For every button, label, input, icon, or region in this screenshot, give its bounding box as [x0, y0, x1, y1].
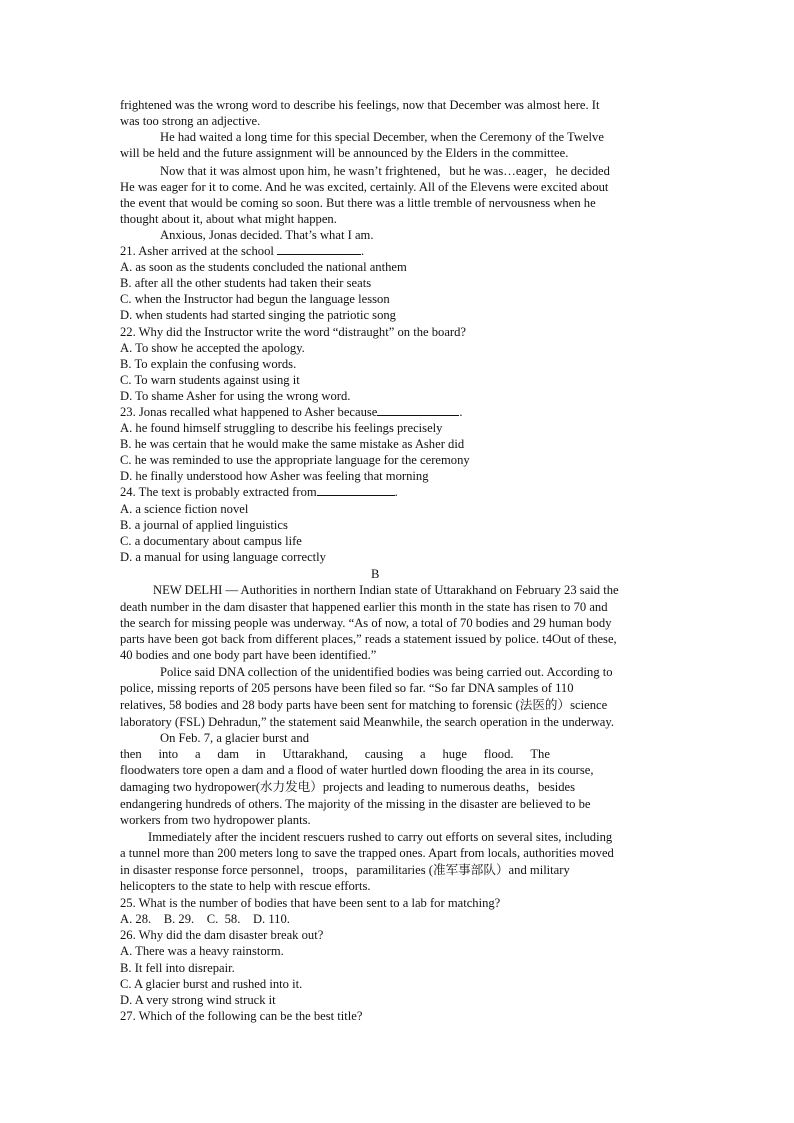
option-24-a: A. a science fiction novel — [120, 502, 249, 516]
options-25: A. 28. B. 29. C. 58. D. 110. — [120, 912, 290, 926]
option-22-a: A. To show he accepted the apology. — [120, 341, 305, 355]
passage-a-line: frightened was the wrong word to describe his feelings, now that December was almost here. It — [120, 98, 600, 112]
passage-b-line: endangering hundreds of others. The majority of the missing in the disaster are believed to be — [120, 797, 591, 811]
word: The — [530, 747, 550, 761]
option-22-d: D. To shame Asher for using the wrong word. — [120, 389, 351, 403]
question-22: 22. Why did the Instructor write the word “distraught” on the board? — [120, 325, 467, 339]
answer-blank — [277, 243, 361, 255]
option-22-c: C. To warn students against using it — [120, 373, 300, 387]
question-25: 25. What is the number of bodies that have been sent to a lab for matching? — [120, 896, 501, 910]
option-23-b: B. he was certain that he would make the same mistake as Asher did — [120, 437, 465, 451]
question-21: 21. Asher arrived at the school . — [120, 244, 365, 258]
option-24-c: C. a documentary about campus life — [120, 534, 302, 548]
passage-b-line: in disaster response force personnel，troops，paramilitaries (准军事部队）and military — [120, 863, 570, 877]
word: a — [194, 747, 201, 761]
word: then — [120, 747, 142, 761]
passage-a-line: Now that it was almost upon him, he wasn’t frightened，but he was…eager，he decided — [160, 164, 610, 178]
passage-b-line: NEW DELHI — Authorities in northern Indian state of Uttarakhand on February 23 said the — [153, 583, 619, 597]
option-21-a: A. as soon as the students concluded the national anthem — [120, 260, 407, 274]
word: a — [420, 747, 426, 761]
passage-a-line: was too strong an adjective. — [120, 114, 261, 128]
passage-a-line: will be held and the future assignment will be announced by the Elders in the committee. — [120, 146, 569, 160]
option-26-b: B. It fell into disrepair. — [120, 961, 235, 975]
passage-b-line: floodwaters tore open a dam and a flood of water hurtled down flooding the area in its course, — [120, 763, 594, 777]
option-21-d: D. when students had started singing the patriotic song — [120, 308, 396, 322]
option-21-b: B. after all the other students had taken their seats — [120, 276, 372, 290]
option-24-d: D. a manual for using language correctly — [120, 550, 326, 564]
passage-b-line: the search for missing people was underway. “As of now, a total of 70 bodies and 29 human body — [120, 616, 612, 630]
passage-a-line: He had waited a long time for this special December, when the Ceremony of the Twelve — [160, 130, 604, 144]
section-b-heading: B — [371, 567, 380, 581]
passage-b-line: laboratory (FSL) Dehradun,” the statement said Meanwhile, the search operation in the underway. — [120, 715, 615, 729]
option-23-d: D. he finally understood how Asher was feeling that morning — [120, 469, 429, 483]
option-26-c: C. A glacier burst and rushed into it. — [120, 977, 303, 991]
passage-b-line: damaging two hydropower(水力发电）projects and leading to numerous deaths，besides — [120, 780, 576, 794]
word: dam — [217, 747, 240, 761]
option-21-c: C. when the Instructor had begun the language lesson — [120, 292, 390, 306]
word: flood. — [483, 747, 514, 761]
passage-b-line: relatives, 58 bodies and 28 body parts have been sent for matching to forensic (法医的）science — [120, 698, 608, 712]
passage-a-line: He was eager for it to come. And he was excited, certainly. All of the Elevens were excited about — [120, 180, 609, 194]
passage-a-line: thought about it, about what might happen. — [120, 212, 337, 226]
passage-a-line: the event that would be coming so soon. But there was a little tremble of nervousness when he — [120, 196, 596, 210]
option-23-c: C. he was reminded to use the appropriate language for the ceremony — [120, 453, 470, 467]
passage-b-line: On Feb. 7, a glacier burst and — [160, 731, 309, 745]
option-24-b: B. a journal of applied linguistics — [120, 518, 288, 532]
passage-b-line: Immediately after the incident rescuers rushed to carry out efforts on several sites, including — [148, 830, 613, 844]
passage-b-justified-line — [120, 746, 550, 762]
passage-a-line: Anxious, Jonas decided. That’s what I am. — [160, 228, 374, 242]
question-24: 24. The text is probably extracted from . — [120, 485, 398, 499]
word: in — [255, 747, 266, 761]
option-22-b: B. To explain the confusing words. — [120, 357, 297, 371]
option-26-d: D. A very strong wind struck it — [120, 993, 276, 1007]
passage-b-line: parts have been got back from different places,” reads a statement issued by police. t4Out of these, — [120, 632, 617, 646]
passage-b-line: helicopters to the state to help with rescue efforts. — [120, 879, 371, 893]
option-26-a: A. There was a heavy rainstorm. — [120, 944, 284, 958]
answer-blank — [317, 484, 395, 496]
word: huge — [442, 747, 467, 761]
answer-blank — [377, 404, 459, 416]
passage-b-line: 40 bodies and one body part have been identified.” — [120, 648, 377, 662]
question-23: 23. Jonas recalled what happened to Asher because . — [120, 405, 463, 419]
passage-b-line: a tunnel more than 200 meters long to save the trapped ones. Apart from locals, authorities moved — [120, 846, 614, 860]
word: causing — [364, 747, 404, 761]
word: Uttarakhand, — [282, 747, 348, 761]
passage-b-line: Police said DNA collection of the unidentified bodies was being carried out. According to — [160, 665, 613, 679]
passage-b-line: police, missing reports of 205 persons have been filed so far. “So far DNA samples of 110 — [120, 681, 574, 695]
question-26: 26. Why did the dam disaster break out? — [120, 928, 324, 942]
word: into — [158, 747, 179, 761]
question-27: 27. Which of the following can be the best title? — [120, 1009, 363, 1023]
option-23-a: A. he found himself struggling to describe his feelings precisely — [120, 421, 443, 435]
passage-b-line: death number in the dam disaster that happened earlier this month in the state has risen to 70 and — [120, 600, 608, 614]
passage-b-line: workers from two hydropower plants. — [120, 813, 311, 827]
